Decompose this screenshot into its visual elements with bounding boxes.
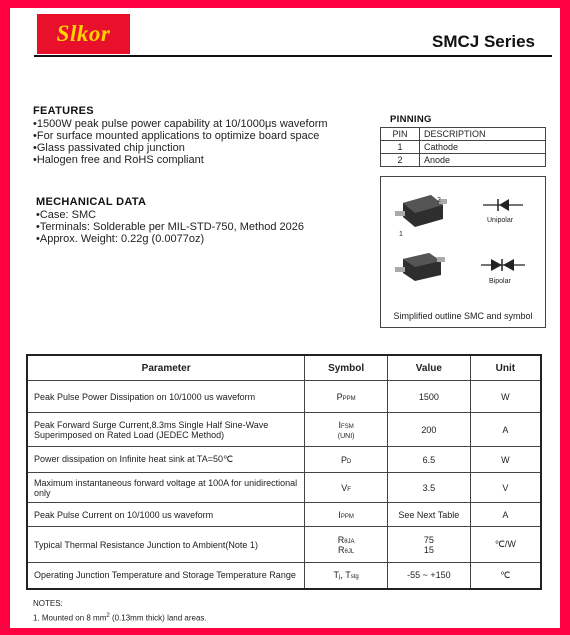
features-heading: FEATURES (33, 105, 94, 117)
header-divider (34, 55, 552, 57)
unit-cell: W (470, 447, 541, 473)
note-item: 1. Mounted on 8 $mm^2$ (0.13mm thick) land areas. (33, 613, 207, 623)
datasheet-page (10, 8, 560, 628)
table-row (27, 381, 541, 413)
feature-item: • 1500W peak pulse power capability at 10/1000μs waveform (33, 118, 328, 130)
feature-item: • Glass passivated chip junction (33, 142, 328, 154)
unit-cell: ℃/W (470, 527, 541, 563)
description-header: DESCRIPTION (420, 128, 546, 141)
parameter-cell: Maximum instantaneous forward voltage at 100A for unidirectional only (27, 473, 305, 503)
symbol-header: Symbol (305, 355, 388, 381)
table-row (381, 141, 546, 154)
symbol-cell: VF (305, 473, 388, 503)
pin-header: PIN (381, 128, 420, 141)
symbol-cell: Tj, Tstg (305, 563, 388, 589)
feature-item: • Halogen free and RoHS compliant (33, 154, 328, 166)
symbol-cell: RθJA RθJL (305, 527, 388, 563)
unipolar-label: Unipolar (487, 217, 514, 224)
value-cell: 1500 (388, 381, 471, 413)
mechanical-item: • Approx. Weight: 0.22g (0.0077oz) (36, 233, 304, 245)
table-header-row (381, 128, 546, 141)
unit-cell: A (470, 503, 541, 527)
ratings-table (26, 354, 542, 590)
package-drawings (381, 177, 545, 307)
value-cell: -55 ~ +150 (388, 563, 471, 589)
mechanical-item: • Terminals: Solderable per MIL-STD-750, Method 2026 (36, 221, 304, 233)
parameter-cell: Peak Forward Surge Current,8.3ms Single Half Sine-Wave Superimposed on Rated Load (JEDEC Method) (27, 413, 305, 447)
value-cell: 3.5 (388, 473, 471, 503)
symbol-cell: IFSM (UNI) (305, 413, 388, 447)
unipolar-diode-icon (483, 199, 523, 211)
unit-header: Unit (470, 355, 541, 381)
parameter-cell: Peak Pulse Current on 10/1000 us waveform (27, 503, 305, 527)
unit-cell: V (470, 473, 541, 503)
table-row (27, 447, 541, 473)
mechanical-item: • Case: SMC (36, 209, 304, 221)
pin2-label: 2 (437, 197, 441, 204)
pin-description: Cathode (420, 141, 546, 154)
symbol-cell: PPPM (305, 381, 388, 413)
table-row (381, 154, 546, 167)
unit-cell: A (470, 413, 541, 447)
parameter-cell: Typical Thermal Resistance Junction to Ambient(Note 1) (27, 527, 305, 563)
smc-package-bottom-icon (395, 253, 445, 281)
pinning-table (380, 127, 546, 167)
parameter-cell: Peak Pulse Power Dissipation on 10/1000 us waveform (27, 381, 305, 413)
table-row (27, 473, 541, 503)
unit-cell: W (470, 381, 541, 413)
pin-number: 1 (381, 141, 420, 154)
table-row (27, 503, 541, 527)
unit-cell: ℃ (470, 563, 541, 589)
mechanical-heading: MECHANICAL DATA (36, 196, 147, 208)
parameter-header: Parameter (27, 355, 305, 381)
bipolar-label: Bipolar (489, 278, 511, 285)
symbol-cell: PD (305, 447, 388, 473)
symbol-cell: IPPM (305, 503, 388, 527)
pin1-label: 1 (399, 231, 403, 238)
pinning-heading: PINNING (390, 114, 432, 125)
bipolar-diode-icon (481, 259, 525, 271)
value-cell: 6.5 (388, 447, 471, 473)
features-list (33, 118, 328, 166)
value-header: Value (388, 355, 471, 381)
brand-logo: Slkor (37, 14, 130, 54)
parameter-cell: Operating Junction Temperature and Storage Temperature Range (27, 563, 305, 589)
table-header-row (27, 355, 541, 381)
value-cell: 75 15 (388, 527, 471, 563)
parameter-cell: Power dissipation on Infinite heat sink at TA=50℃ (27, 447, 305, 473)
pin-description: Anode (420, 154, 546, 167)
outline-caption: Simplified outline SMC and symbol (393, 311, 533, 321)
value-cell: See Next Table (388, 503, 471, 527)
pin-number: 2 (381, 154, 420, 167)
series-title: SMCJ Series (432, 32, 535, 51)
table-row (27, 563, 541, 589)
feature-item: • For surface mounted applications to optimize board space (33, 130, 328, 142)
notes-section (33, 598, 207, 625)
table-row (27, 413, 541, 447)
table-row (27, 527, 541, 563)
package-outline-box (380, 176, 546, 328)
mechanical-list (36, 209, 304, 245)
notes-title: NOTES: (33, 599, 63, 608)
value-cell: 200 (388, 413, 471, 447)
